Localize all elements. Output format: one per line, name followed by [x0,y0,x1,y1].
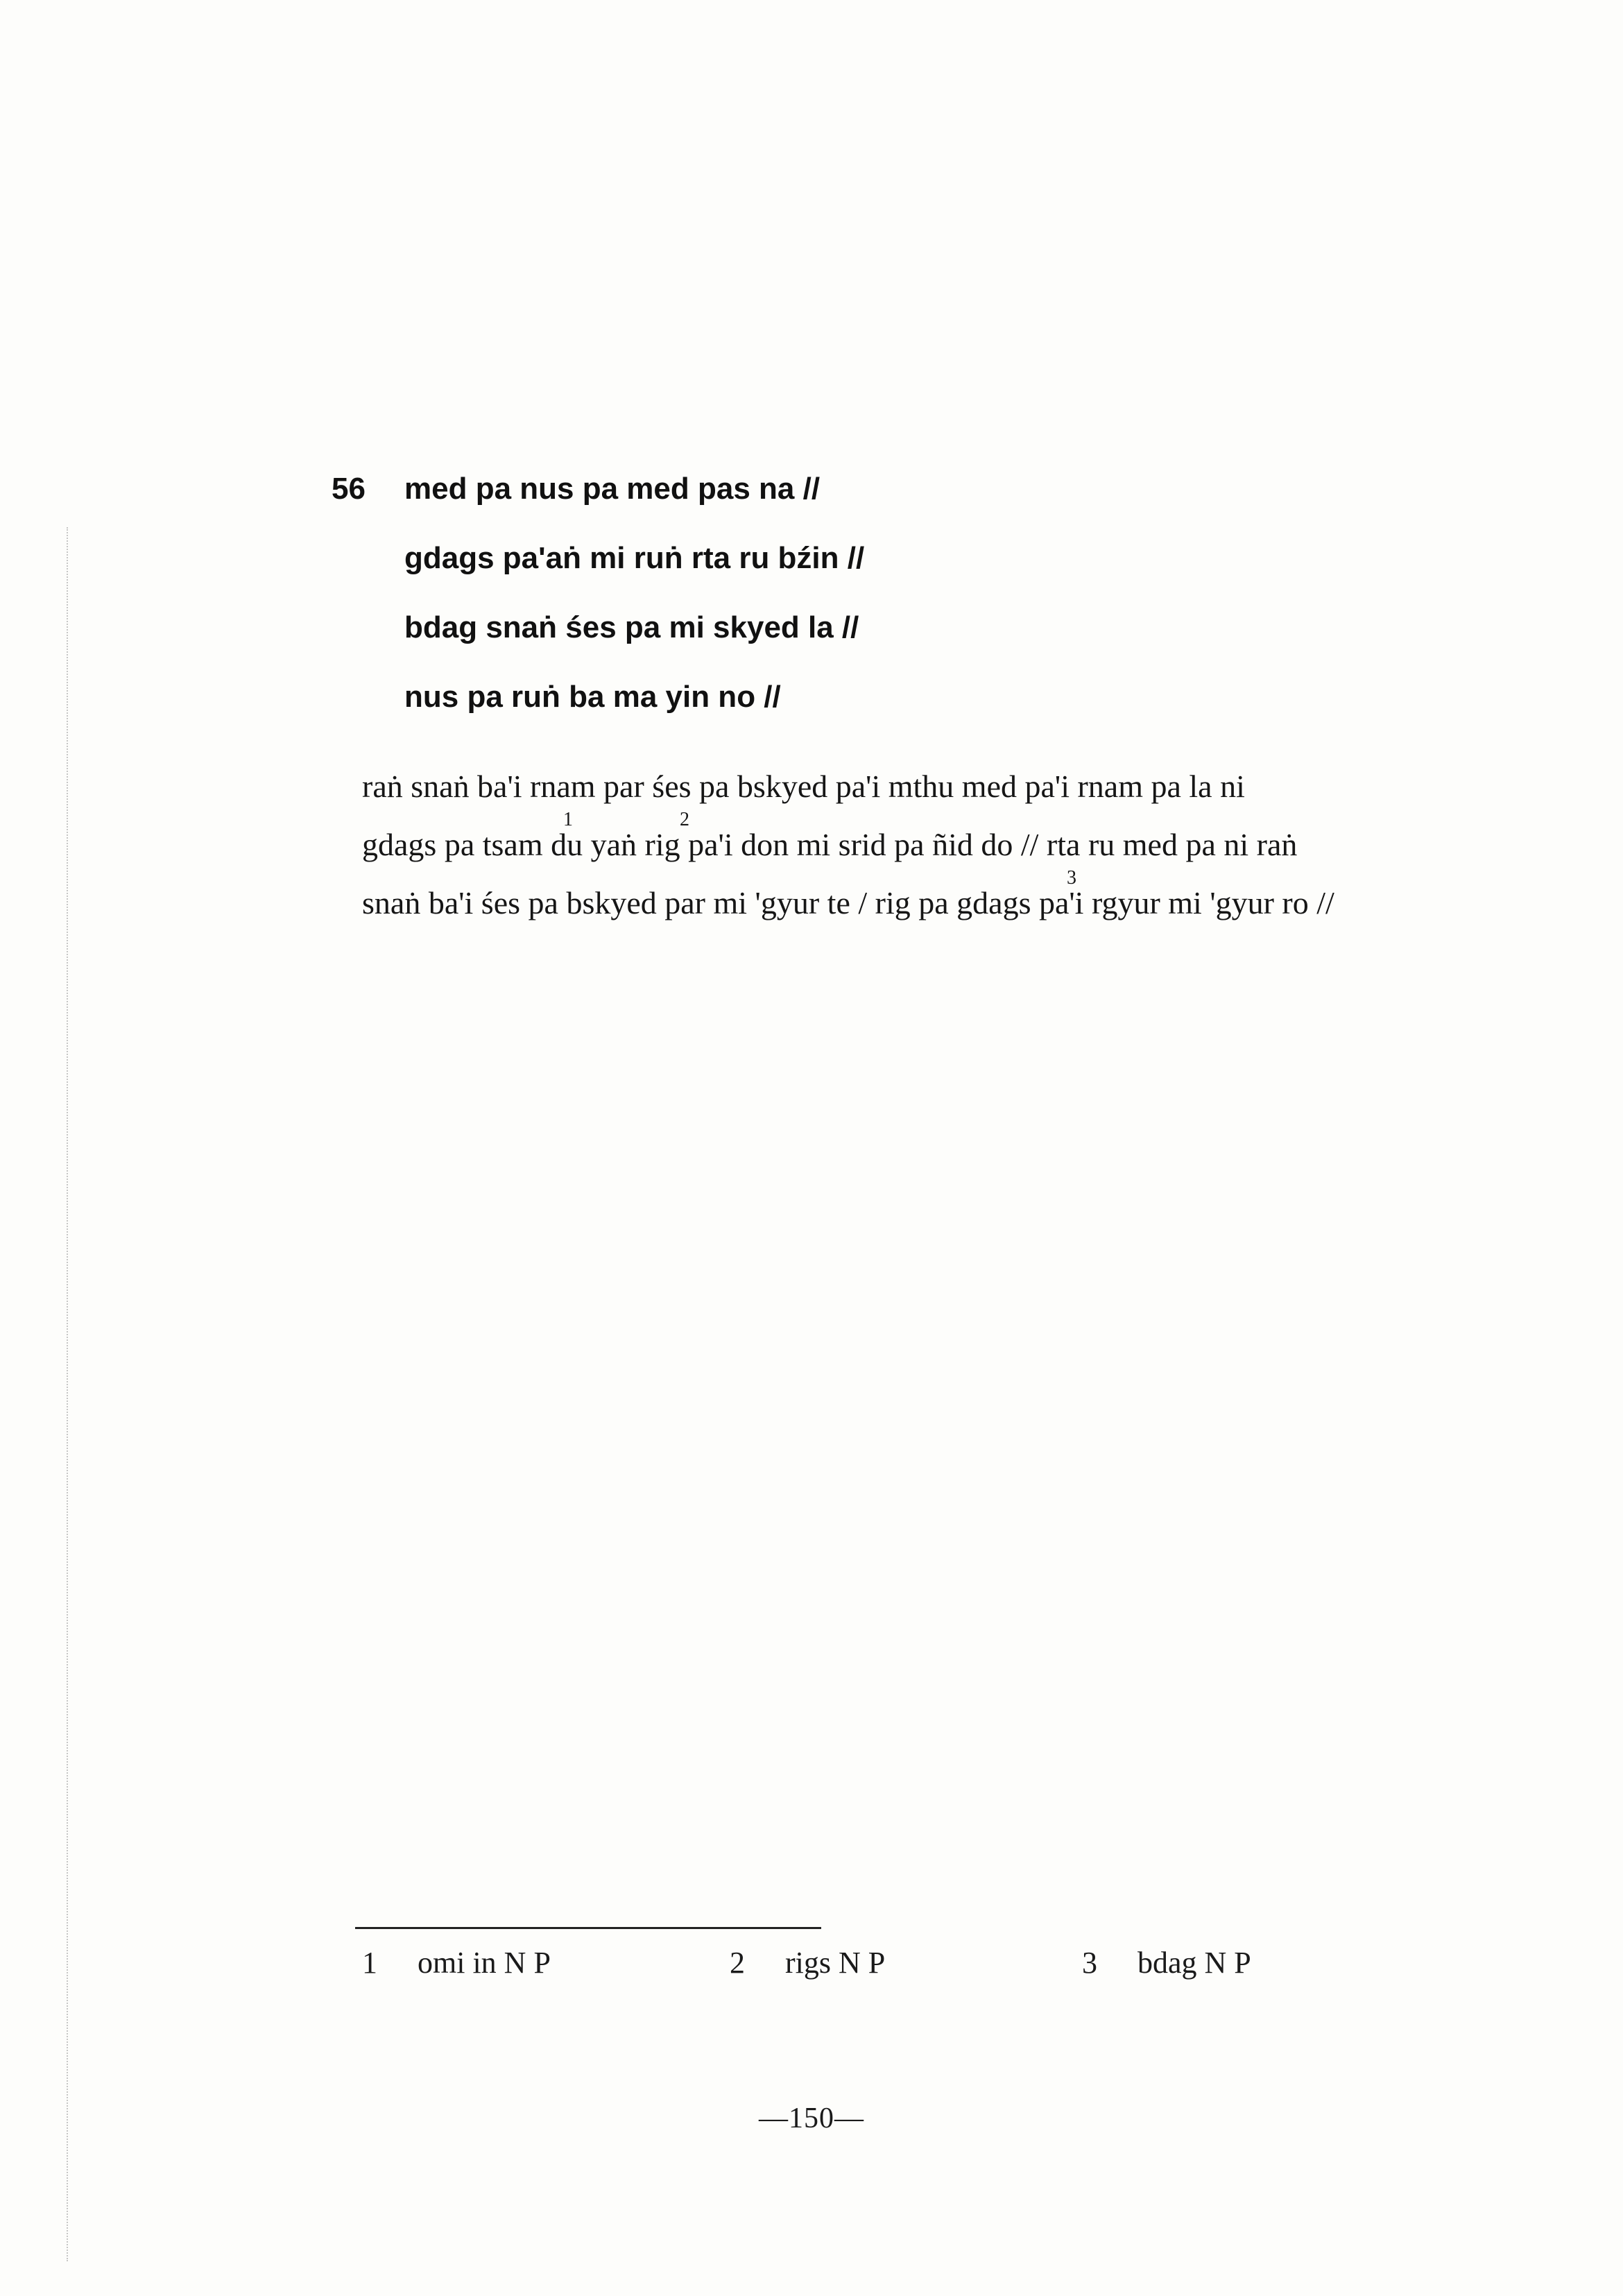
verse-line: med pa nus pa med pas na // [404,472,821,506]
commentary-line: raṅ snaṅ ba'i rnam par śes pa bskyed pa'i mthu med pa'i rnam pa la ni [362,769,1245,804]
commentary-line-text: snaṅ ba'i śes pa bskyed par mi 'gyur te / rig pa gdags pa'i rgyur mi 'gyur ro // [362,885,1334,920]
commentary-block [362,757,1334,932]
footnote-item [362,1945,551,1980]
commentary-line-with-marks [362,867,1334,932]
footnote-number: 2 [730,1946,745,1980]
verse-line: nus pa ruṅ ba ma yin no // [404,680,781,714]
commentary-line-with-marks [362,809,1334,874]
footnote-text: bdag N P [1137,1946,1251,1980]
page-number: —150— [759,2102,864,2134]
scan-edge-marks [67,527,68,2261]
footnote-text: omi in N P [418,1946,551,1980]
verse-line: gdags pa'aṅ mi ruṅ rta ru bźin // [404,541,865,575]
footnote-mark: 3 [1067,867,1076,889]
footnote-number: 3 [1082,1946,1097,1980]
footnote-mark: 1 [563,809,573,830]
footnote-item [730,1945,885,1980]
verse-number: 56 [332,472,366,506]
footnote-number: 1 [362,1946,377,1980]
footnote-text: rigs N P [785,1946,886,1980]
verse-lines [404,454,864,732]
footnote-mark: 2 [680,809,689,830]
commentary-line-text: gdags pa tsam du yaṅ rig pa'i don mi srid pa ñid do // rta ru med pa ni raṅ [362,827,1298,862]
footnote-divider [355,1927,821,1929]
verse-line: bdag snaṅ śes pa mi skyed la // [404,610,859,644]
footnote-item [1082,1945,1251,1980]
